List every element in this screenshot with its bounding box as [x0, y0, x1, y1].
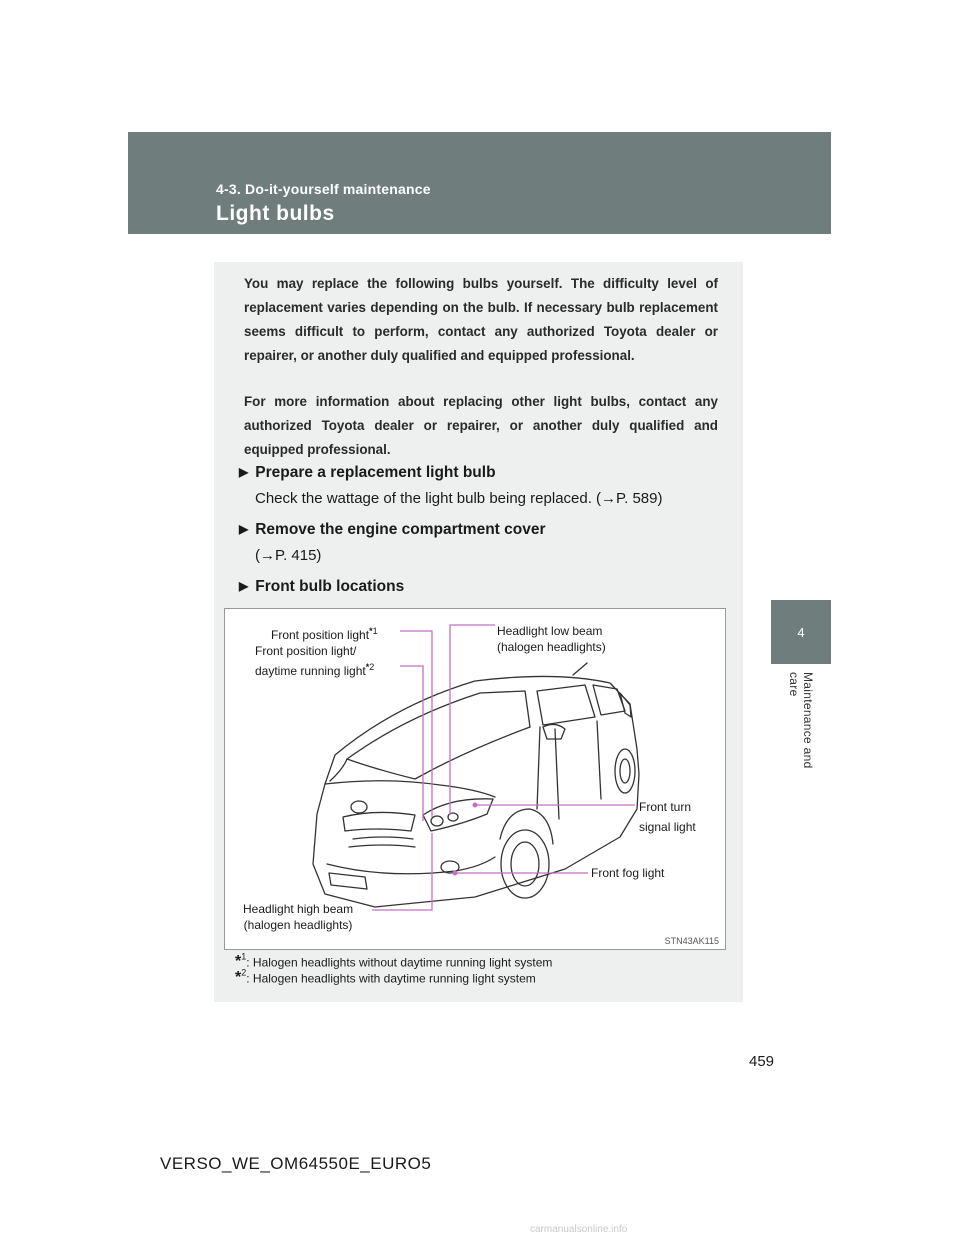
chapter-number: 4: [797, 624, 805, 640]
footnote-2: *$^2$: Halogen headlights with daytime running light system: [235, 968, 536, 987]
front-bulb-diagram: [224, 608, 726, 950]
bullet-body-remove-cover: (→P. 415): [255, 547, 322, 564]
section-label: 4-3. Do-it-yourself maintenance: [216, 181, 431, 197]
bullet-heading-front-bulbs: ▶ Front bulb locations: [239, 578, 405, 595]
triangle-bullet-icon: ▶: [239, 579, 249, 593]
triangle-bullet-icon: ▶: [239, 522, 249, 536]
callout-headlight-low-beam: Headlight low beam (halogen headlights): [497, 624, 606, 654]
intro-paragraph-1: You may replace the following bulbs yourself. The difficulty level of replacement varies depending on the bulb. If necessary bulb replacement seems difficult to perform, contact any authorized Toyota dealer or repairer, or another duly qualified and equipped professional.: [244, 276, 718, 363]
callout-front-position-light: Front position light$^{*1}$: [271, 626, 378, 642]
bullet-heading-remove-cover: ▶ Remove the engine compartment cover: [239, 521, 546, 538]
chapter-side-label: Maintenance and care: [787, 672, 815, 769]
callout-front-turn-signal: Front turn signal light: [639, 800, 696, 834]
bullet-body-prepare: Check the wattage of the light bulb being replaced. (→P. 589): [255, 490, 663, 507]
triangle-bullet-icon: ▶: [239, 465, 249, 479]
page-number: 459: [749, 1053, 775, 1070]
chapter-tab[interactable]: [771, 600, 831, 664]
callout-front-position-drl: Front position light/ daytime running light$^{*2}$: [255, 644, 375, 678]
content-panel: [214, 262, 743, 1002]
callout-front-fog-light: Front fog light: [591, 866, 665, 880]
page-title: Light bulbs: [216, 202, 335, 225]
callout-headlight-high-beam: Headlight high beam (halogen headlights): [243, 902, 354, 932]
document-code: VERSO_WE_OM64550E_EURO5: [160, 1154, 432, 1173]
intro-paragraph-2: For more information about replacing other light bulbs, contact any authorized Toyota dealer or repairer, or another duly qualified and equipped professional.: [244, 394, 718, 457]
watermark: carmanualsonline.info: [530, 1224, 628, 1235]
figure-code: STN43AK115: [664, 936, 719, 946]
bullet-heading-prepare: ▶ Prepare a replacement light bulb: [239, 464, 496, 481]
footnote-1: *$^1$: Halogen headlights without daytime running light system: [235, 952, 553, 971]
chapter-header: [128, 132, 831, 234]
